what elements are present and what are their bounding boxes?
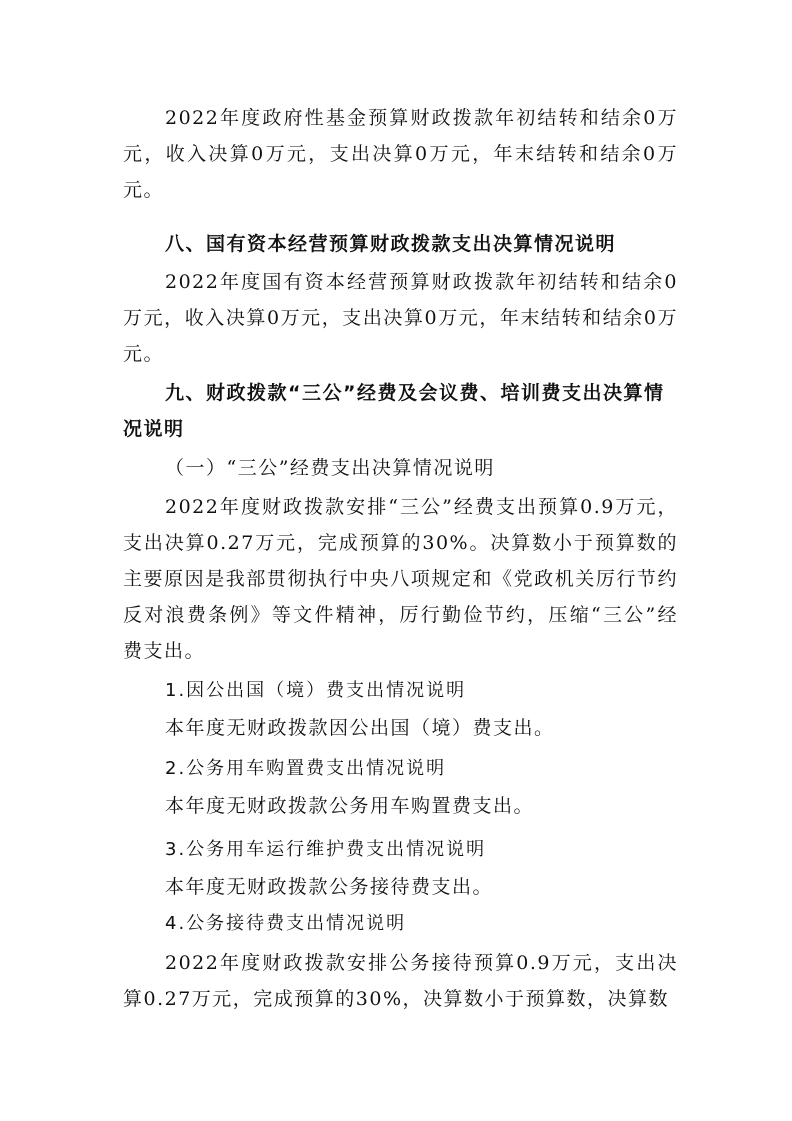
- paragraph-reception-expenses: 2022年度财政拨款安排公务接待预算0.9万元，支出决算0.27万元，完成预算的30%，决算数小于预算数，决算数: [123, 952, 678, 1010]
- item-2-body: 本年度无财政拨款公务用车购置费支出。: [165, 795, 535, 817]
- item-1-body: 本年度无财政拨款因公出国（境）费支出。: [165, 717, 555, 739]
- heading-section-9: 九、财政拨款“三公”经费及会议费、培训费支出决算情况说明: [123, 382, 665, 440]
- item-2-title: 2.公务用车购置费支出情况说明: [165, 758, 447, 779]
- paragraph-three-public-expenses: 2022年度财政拨款安排“三公”经费支出预算0.9万元，支出决算0.27万元，完成预算的30%。决算数小于预算数的主要原因是我部贯彻执行中央八项规定和《党政机关厉行节约反对浪费条例》等文件精神，厉行勤俭节约，压缩“三公”经费支出。: [123, 496, 678, 662]
- subheading-three-public-expenses: （一）“三公”经费支出决算情况说明: [165, 457, 495, 479]
- item-3-title: 3.公务用车运行维护费支出情况说明: [165, 839, 487, 860]
- paragraph-government-fund-budget: 2022年度政府性基金预算财政拨款年初结转和结余0万元，收入决算0万元，支出决算0万元，年末结转和结余0万元。: [123, 107, 678, 201]
- item-4-title: 4.公务接待费支出情况说明: [165, 913, 407, 934]
- paragraph-state-capital-budget: 2022年度国有资本经营预算财政拨款年初结转和结余0万元，收入决算0万元，支出决算0万元，年末结转和结余0万元。: [123, 271, 678, 365]
- item-3-body: 本年度无财政拨款公务接待费支出。: [165, 876, 494, 898]
- heading-section-8: 八、国有资本经营预算财政拨款支出决算情况说明: [165, 233, 617, 255]
- item-1-title: 1.因公出国（境）费支出情况说明: [165, 680, 467, 701]
